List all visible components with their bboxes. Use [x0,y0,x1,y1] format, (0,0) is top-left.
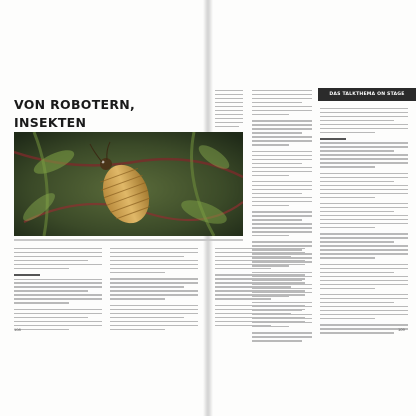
text-line [252,306,312,307]
text-line [320,264,408,265]
text-line [110,278,198,279]
text-line [110,309,198,310]
text-line [215,122,243,123]
text-line [320,211,394,212]
text-line [320,108,408,109]
text-line [252,332,312,333]
text-line [110,321,198,322]
text-line [252,241,312,242]
text-line [252,163,302,164]
insect-photo [14,132,243,236]
text-line [320,306,408,307]
text-line [110,286,184,287]
text-line [252,296,289,297]
text-line [14,248,102,249]
text-line [110,294,198,295]
text-line [320,181,394,182]
text-line [320,332,394,333]
text-line [252,167,312,168]
text-line [320,173,408,174]
text-line [320,227,375,228]
text-line [252,257,312,258]
text-line [320,112,408,113]
text-line [14,329,69,330]
right-page-column-3 [320,108,408,336]
text-line [320,150,394,151]
text-line [320,142,408,143]
text-line [14,325,102,326]
text-line [252,124,312,125]
right-page-column-1-top [215,90,243,130]
text-line [215,114,243,115]
text-line [14,313,102,314]
text-line [252,310,302,311]
text-line [252,171,312,172]
text-line [252,249,302,250]
text-line [320,138,346,140]
text-line [252,215,312,216]
text-line [14,302,69,303]
text-line [252,128,312,129]
text-line [14,309,102,310]
text-line [320,120,394,121]
text-line [320,146,408,147]
text-line [252,181,312,182]
text-line [110,325,198,326]
text-line [215,106,243,107]
text-line [110,264,198,265]
text-line [252,245,312,246]
text-line [215,90,243,91]
text-line [252,201,312,202]
text-line [320,288,375,289]
text-line [215,126,239,127]
text-line [14,282,102,283]
text-line [252,219,302,220]
text-line [14,317,88,318]
text-line [320,185,408,186]
text-line [110,305,198,306]
text-line [252,261,312,262]
text-line [252,175,289,176]
text-line [252,155,312,156]
text-line [215,118,243,119]
text-line [14,264,102,265]
text-line [252,265,289,266]
text-line [252,253,312,254]
left-page-column-1 [14,248,102,333]
text-line [252,340,302,341]
text-line [320,314,408,315]
text-line [320,177,408,178]
text-line [110,272,165,273]
text-line [320,328,408,329]
text-line [320,233,408,234]
text-line [252,231,312,232]
text-line [252,272,312,273]
text-line [252,189,312,190]
text-line [320,154,408,155]
text-line [252,276,312,277]
text-line [320,318,375,319]
insect-photo-illustration [14,132,243,236]
text-line [320,268,408,269]
text-line [320,245,408,246]
text-line [14,286,102,287]
text-line [252,120,312,121]
left-page-column-2 [110,248,198,333]
page-number-left: 108 [14,327,21,332]
text-line [110,268,198,269]
text-line [14,268,69,269]
text-line [252,98,312,99]
text-line [252,197,312,198]
text-line [215,94,243,95]
text-line [14,260,88,261]
text-line [320,249,408,250]
text-line [252,318,312,319]
text-line [14,256,102,257]
text-line [110,248,198,249]
page-number-right: 109 [398,327,405,332]
text-line [252,144,289,145]
text-line [320,215,408,216]
text-line [14,298,102,299]
text-line [252,106,312,107]
text-line [320,302,394,303]
text-line [320,162,408,163]
text-line [252,314,312,315]
text-line [252,136,312,137]
text-line [14,274,40,276]
text-line [320,223,408,224]
text-line [252,114,289,115]
text-line [320,241,394,242]
text-line [320,237,408,238]
text-line [320,272,394,273]
text-line [252,205,289,206]
text-line [110,290,198,291]
text-line [320,189,408,190]
text-line [252,223,312,224]
text-line [252,288,312,289]
text-line [320,280,408,281]
text-line [252,102,302,103]
text-line [252,151,312,152]
text-line [252,292,312,293]
text-line [320,116,408,117]
text-line [252,159,312,160]
text-line [215,110,243,111]
text-line [252,284,312,285]
text-line [320,276,408,277]
text-line [14,279,102,280]
text-line [320,203,408,204]
headline-line-1: VON ROBOTERN, INSEKTEN [14,97,136,130]
text-line [110,282,198,283]
text-line [252,322,312,323]
text-line [215,102,243,103]
text-line [252,235,289,236]
text-line [320,324,408,325]
right-page-column-2 [252,90,312,344]
text-line [14,321,102,322]
section-banner-label: DAS TALKTHEMA ON STAGE [329,92,405,97]
text-line [320,158,408,159]
text-line [320,166,375,167]
text-line [215,98,243,99]
text-line [252,280,302,281]
text-line [320,257,375,258]
text-line [110,256,184,257]
text-line [320,193,408,194]
text-line [320,298,408,299]
text-line [252,132,302,133]
text-line [320,128,408,129]
text-line [14,294,102,295]
text-line [110,252,198,253]
text-line [320,207,408,208]
text-line [110,260,198,261]
text-line [320,253,408,254]
text-line [252,211,312,212]
text-line [252,336,312,337]
text-line [252,110,312,111]
text-line [14,290,88,291]
text-line [252,227,312,228]
text-line [110,313,198,314]
text-line [14,252,102,253]
text-line [320,284,408,285]
text-line [320,219,408,220]
text-line [110,317,184,318]
photo-caption [14,239,243,241]
text-line [252,140,312,141]
section-banner [318,88,416,101]
text-line [252,193,302,194]
text-line [252,326,289,327]
text-line [252,185,312,186]
text-line [320,124,408,125]
text-line [320,197,375,198]
text-line [110,329,165,330]
text-line [252,94,312,95]
text-line [320,132,375,133]
text-line [252,90,312,91]
text-line [320,294,408,295]
text-line [110,298,165,299]
text-line [320,310,408,311]
text-line [252,302,312,303]
